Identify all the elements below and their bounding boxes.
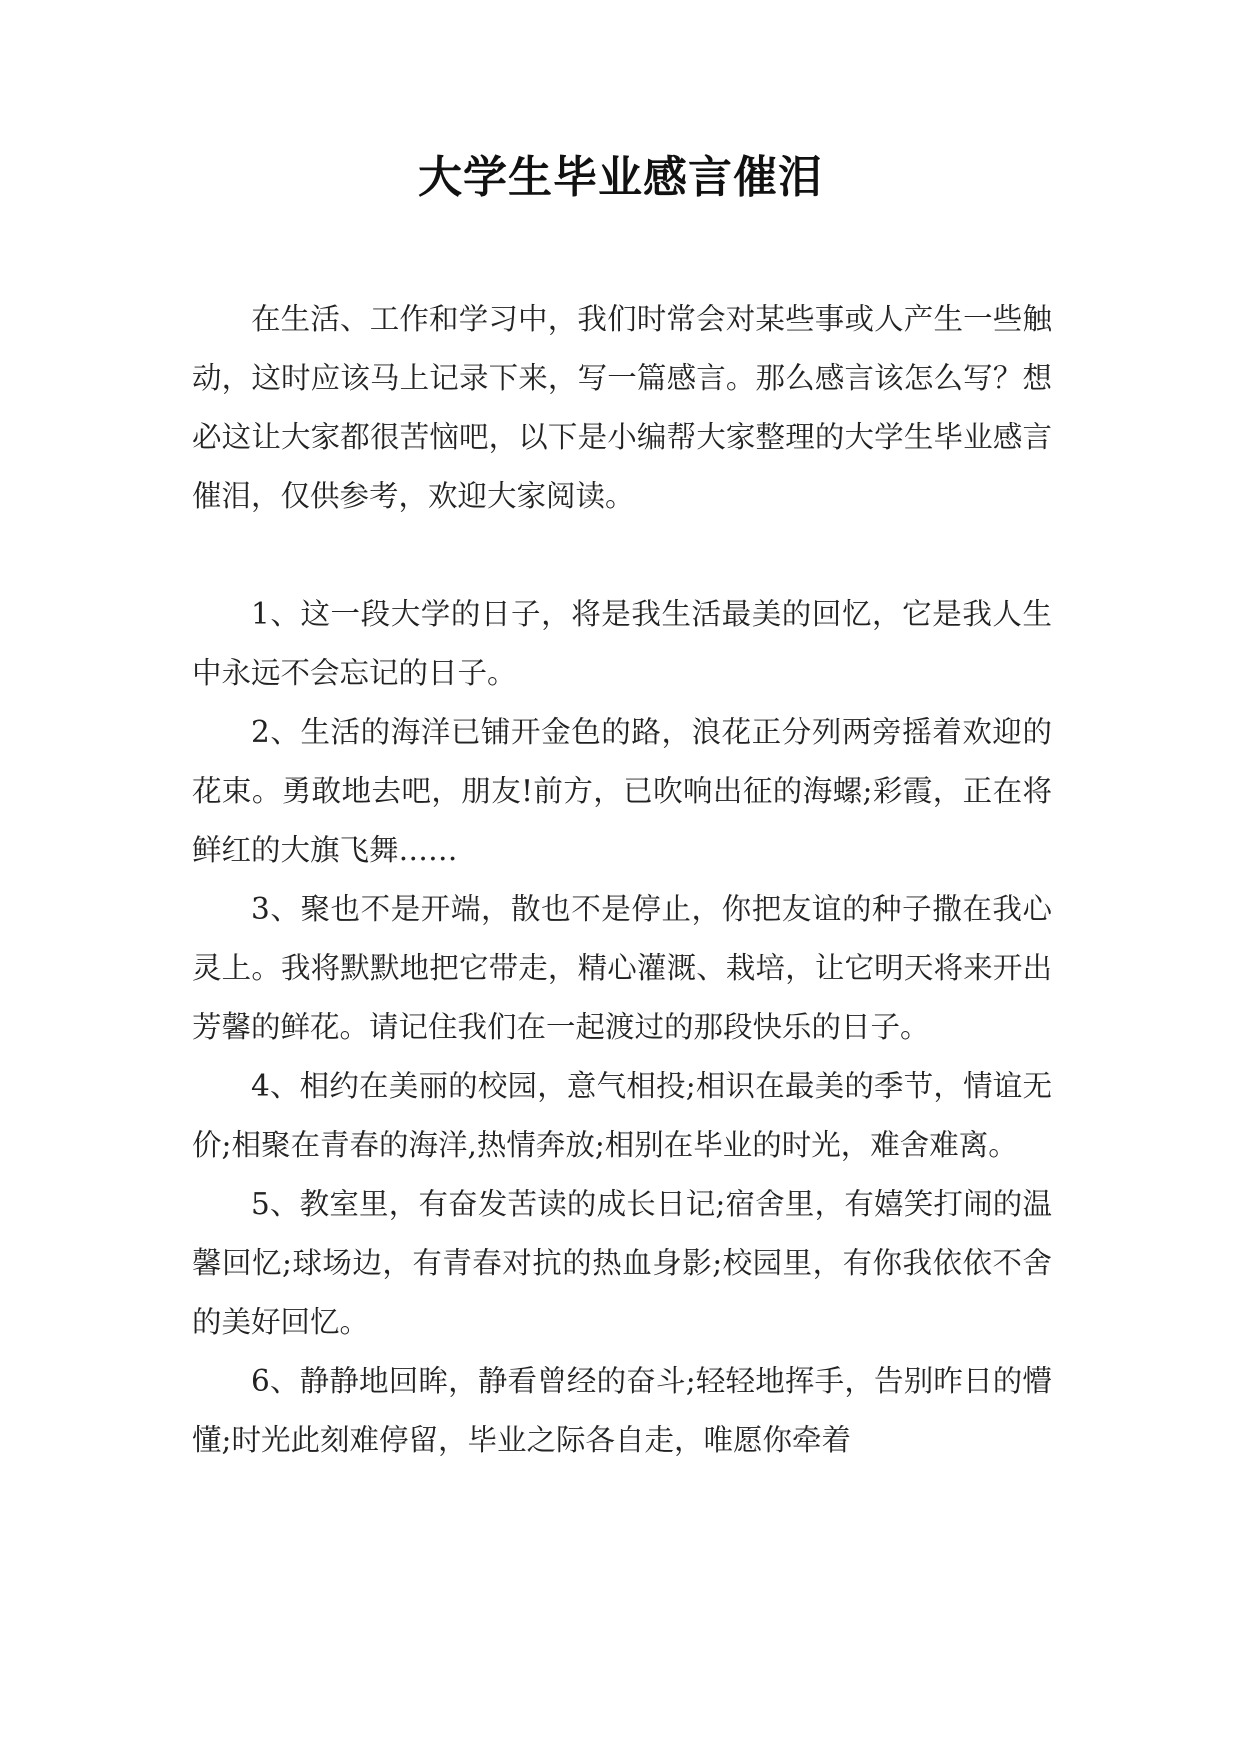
document-body (192, 290, 1052, 1470)
item-paragraph-1: 1、这一段大学的日子，将是我生活最美的回忆，它是我人生中永远不会忘记的日子。 (192, 597, 1052, 690)
item-paragraph-3: 3、聚也不是开端，散也不是停止，你把友谊的种子撒在我心灵上。我将默默地把它带走，精心灌溉、栽培，让它明天将来开出芳馨的鲜花。请记住我们在一起渡过的那段快乐的日子。 (192, 892, 1052, 1044)
intro-paragraph: 在生活、工作和学习中，我们时常会对某些事或人产生一些触动，这时应该马上记录下来，写一篇感言。那么感言该怎么写？想必这让大家都很苦恼吧，以下是小编帮大家整理的大学生毕业感言催泪，仅供参考，欢迎大家阅读。 (192, 302, 1052, 513)
item-paragraph-2: 2、生活的海洋已铺开金色的路，浪花正分列两旁摇着欢迎的花束。勇敢地去吧，朋友!前方，已吹响出征的海螺;彩霞，正在将鲜红的大旗飞舞…… (192, 715, 1052, 867)
document-title: 大学生毕业感言催泪 (418, 152, 823, 203)
item-paragraph-4: 4、相约在美丽的校园，意气相投;相识在最美的季节，情谊无价;相聚在青春的海洋,热情奔放;相别在毕业的时光，难舍难离。 (192, 1069, 1052, 1162)
item-paragraph-6: 6、静静地回眸，静看曾经的奋斗;轻轻地挥手，告别昨日的懵懂;时光此刻难停留，毕业之际各自走，唯愿你牵着 (192, 1364, 1052, 1457)
item-paragraph-5: 5、教室里，有奋发苦读的成长日记;宿舍里，有嬉笑打闹的温馨回忆;球场边，有青春对抗的热血身影;校园里，有你我依依不舍的美好回忆。 (192, 1187, 1052, 1339)
